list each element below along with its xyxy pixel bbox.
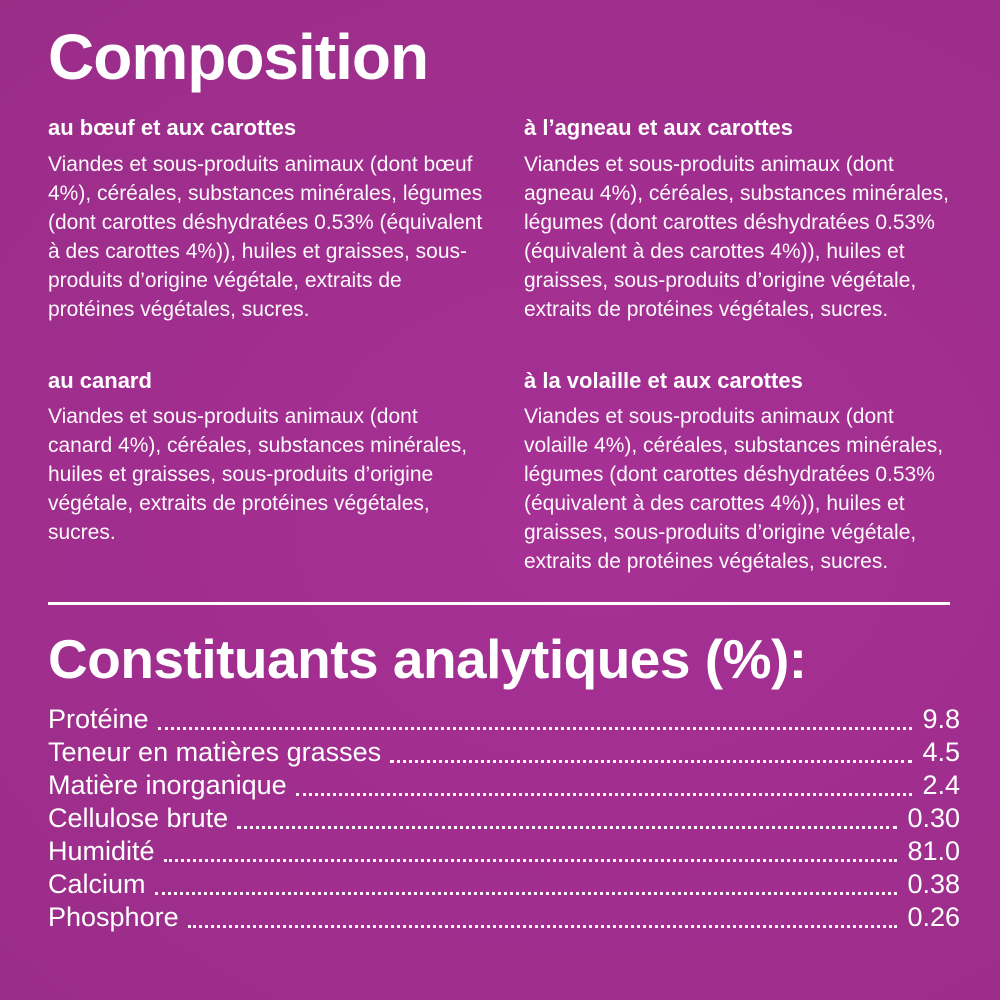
- section-heading-boeuf: au bœuf et aux carottes: [48, 115, 297, 141]
- composition-section-volaille: [524, 368, 960, 576]
- analytical-value: 0.38: [907, 868, 960, 899]
- analytical-row-matiere-inorganique: [48, 769, 960, 802]
- analytical-label: Teneur en matières grasses: [48, 736, 382, 767]
- analytical-list: [48, 703, 960, 934]
- analytical-value: 0.30: [907, 802, 960, 833]
- analytical-value: 9.8: [922, 703, 960, 734]
- dot-leader: [188, 925, 898, 928]
- analytical-row-proteine: [48, 703, 960, 736]
- analytical-label: Humidité: [48, 835, 155, 866]
- analytical-label: Protéine: [48, 703, 149, 734]
- section-heading-agneau: à l’agneau et aux carottes: [524, 115, 793, 141]
- section-body-canard: Viandes et sous-produits animaux (dont canard 4%), céréales, substances minérales, huiles et graisses, sous-produits d’origine végétale, extraits de protéines végétales, sucres.: [48, 404, 468, 544]
- analytical-row-calcium: [48, 868, 960, 901]
- composition-column-left: [48, 115, 484, 576]
- dot-leader: [164, 859, 898, 862]
- composition-column-right: [524, 115, 960, 576]
- analytical-title: Constituants analytiques (%):: [48, 627, 807, 690]
- composition-section-canard: [48, 368, 484, 547]
- section-body-volaille: Viandes et sous-produits animaux (dont volaille 4%), céréales, substances minérales, légumes (dont carottes déshydratées 0.53% (équivalent à des carottes 4%)), huiles et graisses, sous-produits d’origine végétale, extraits de protéines végétales, sucres.: [524, 404, 944, 573]
- analytical-value: 2.4: [922, 769, 960, 800]
- dot-leader: [155, 892, 898, 895]
- section-heading-volaille: à la volaille et aux carottes: [524, 367, 803, 393]
- analytical-value: 4.5: [922, 736, 960, 767]
- dot-leader: [390, 760, 912, 763]
- analytical-value: 81.0: [907, 835, 960, 866]
- section-body-agneau: Viandes et sous-produits animaux (dont agneau 4%), céréales, substances minérales, légumes (dont carottes déshydratées 0.53% (équivalent à des carottes 4%)), huiles et graisses, sous-produits d’origine végétale, extraits de protéines végétales, sucres.: [524, 152, 949, 321]
- analytical-label: Cellulose brute: [48, 802, 229, 833]
- analytical-label: Calcium: [48, 868, 146, 899]
- analytical-row-phosphore: [48, 901, 960, 934]
- composition-columns: [48, 115, 960, 576]
- section-divider: [48, 602, 950, 605]
- composition-title: Composition: [48, 21, 429, 93]
- analytical-label: Phosphore: [48, 901, 179, 932]
- analytical-value: 0.26: [907, 901, 960, 932]
- composition-section-boeuf: [48, 115, 484, 323]
- analytical-row-matieres-grasses: [48, 736, 960, 769]
- section-heading-canard: au canard: [48, 367, 152, 393]
- analytical-row-humidite: [48, 835, 960, 868]
- analytical-row-cellulose: [48, 802, 960, 835]
- dot-leader: [158, 727, 913, 730]
- dot-leader: [296, 793, 913, 796]
- analytical-label: Matière inorganique: [48, 769, 287, 800]
- section-body-boeuf: Viandes et sous-produits animaux (dont bœuf 4%), céréales, substances minérales, légumes (dont carottes déshydratées 0.53% (équivalent à des carottes 4%)), huiles et graisses, sous-produits d’origine végétale, extraits de protéines végétales, sucres.: [48, 152, 483, 321]
- composition-section-agneau: [524, 115, 960, 323]
- dot-leader: [237, 826, 897, 829]
